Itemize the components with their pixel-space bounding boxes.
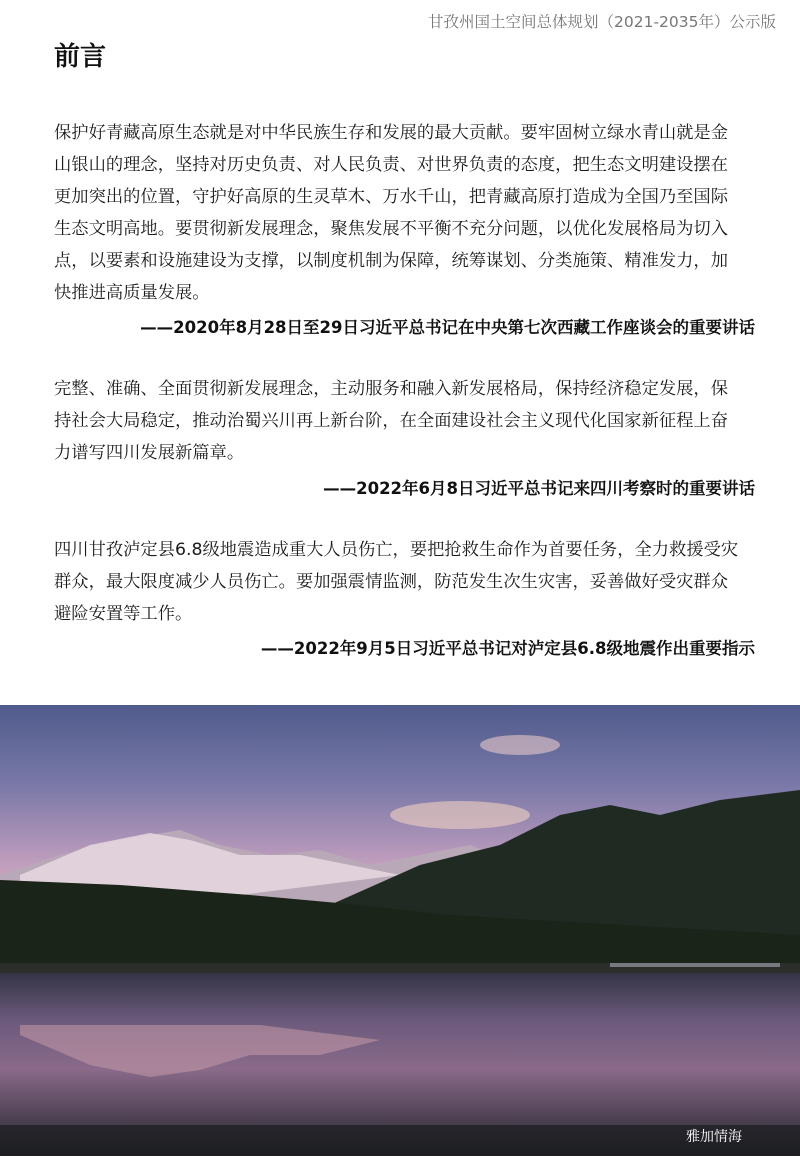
landscape-photo (0, 705, 800, 1156)
photo-caption: 雅加情海 (686, 1129, 742, 1145)
document-header-title: 甘孜州国土空间总体规划（2021-2035年）公示版 (428, 13, 776, 31)
text-line: 四川甘孜泸定县6.8级地震造成重大人员伤亡，要把抢救生命作为首要任务，全力救援受灾 (54, 540, 739, 560)
text-line: 持社会大局稳定，推动治蜀兴川再上新台阶，在全面建设社会主义现代化国家新征程上奋 (54, 411, 728, 431)
text-line: 避险安置等工作。 (54, 604, 193, 624)
text-line: 更加突出的位置，守护好高原的生灵草木、万水千山，把青藏高原打造成为全国乃至国际 (54, 187, 728, 207)
text-line: 完整、准确、全面贯彻新发展理念，主动服务和融入新发展格局，保持经济稳定发展，保 (54, 379, 728, 399)
mountain-lake-image (0, 705, 800, 1156)
text-line: 力谱写四川发展新篇章。 (54, 443, 245, 463)
text-line: 生态文明高地。要贯彻新发展理念，聚焦发展不平衡不充分问题，以优化发展格局为切入 (54, 219, 728, 239)
quote-attribution-3: ——2022年9月5日习近平总书记对泸定县6.8级地震作出重要指示 (260, 639, 755, 658)
text-line: 山银山的理念，坚持对历史负责、对人民负责、对世界负责的态度，把生态文明建设摆在 (54, 155, 728, 175)
text-line: 点，以要素和设施建设为支撑，以制度机制为保障，统筹谋划、分类施策、精准发力，加 (54, 251, 728, 271)
quote-attribution-2: ——2022年6月8日习近平总书记来四川考察时的重要讲话 (323, 479, 755, 498)
quote-paragraph-3 (54, 534, 756, 630)
quote-paragraph-2 (54, 373, 756, 469)
quote-attribution-1: ——2020年8月28日至29日习近平总书记在中央第七次西藏工作座谈会的重要讲话 (140, 318, 755, 337)
page-title: 前言 (54, 42, 107, 72)
quote-paragraph-1 (54, 117, 756, 309)
text-line: 群众，最大限度减少人员伤亡。要加强震情监测，防范发生次生灾害，妥善做好受灾群众 (54, 572, 728, 592)
text-line: 快推进高质量发展。 (54, 283, 210, 303)
text-line: 保护好青藏高原生态就是对中华民族生存和发展的最大贡献。要牢固树立绿水青山就是金 (54, 123, 728, 143)
